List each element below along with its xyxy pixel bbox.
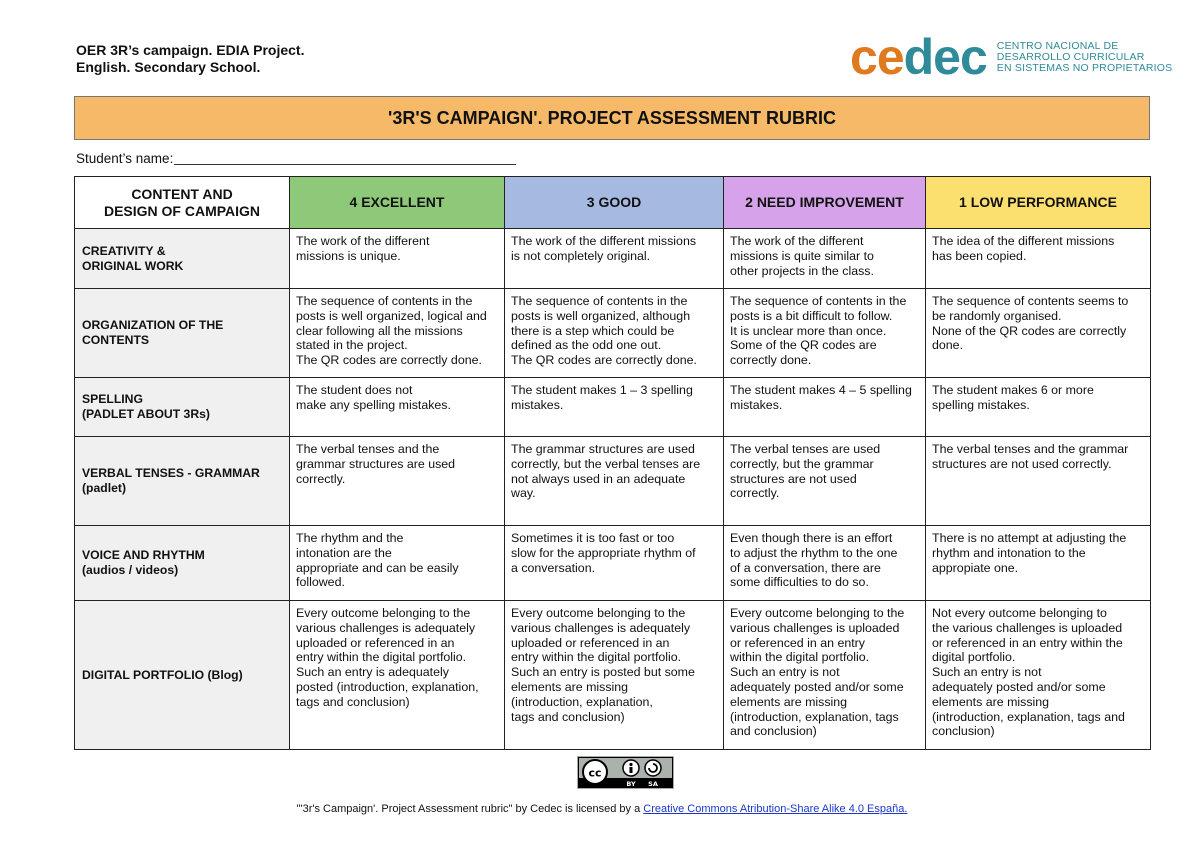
license-link[interactable]: Creative Commons Atribution-Share Alike 4.0 España. — [643, 803, 908, 815]
table-row — [75, 526, 1151, 601]
cc-badge-icon — [578, 757, 673, 788]
criteria-header: CONTENT AND DESIGN OF CAMPAIGN — [75, 177, 290, 229]
svg-text:BY: BY — [626, 780, 636, 788]
table-row — [75, 437, 1151, 526]
cell-excellent: The verbal tenses and the grammar structures are used correctly. — [290, 437, 505, 526]
cell-low-performance: The idea of the different missions has been copied. — [926, 229, 1151, 289]
cell-excellent: The work of the different missions is unique. — [290, 229, 505, 289]
document-header — [76, 42, 304, 76]
cell-excellent: The student does not make any spelling mistakes. — [290, 378, 505, 437]
header-line-1: OER 3R’s campaign. EDIA Project. — [76, 42, 305, 58]
cell-need-improvement: The student makes 4 – 5 spelling mistakes. — [724, 378, 926, 437]
table-row — [75, 378, 1151, 437]
cell-good: Sometimes it is too fast or too slow for the appropriate rhythm of a conversation. — [505, 526, 724, 601]
rubric-title: '3R'S CAMPAIGN'. PROJECT ASSESSMENT RUBRIC — [74, 96, 1150, 140]
cell-good: The work of the different missions is not completely original. — [505, 229, 724, 289]
column-low-performance: 1 LOW PERFORMANCE — [926, 177, 1151, 229]
cell-low-performance: The student makes 6 or more spelling mistakes. — [926, 378, 1151, 437]
license-text: "'3r's Campaign'. Project Assessment rubric" by Cedec is licensed by a — [296, 803, 644, 815]
cell-excellent: Every outcome belonging to the various challenges is adequately uploaded or referenced in an entry within the digital portfolio. Such an entry is adequately posted (introduction, explanation, tags and conclusion) — [290, 601, 505, 750]
student-name-field[interactable] — [76, 151, 516, 166]
student-name-label: Student’s name: — [76, 151, 174, 166]
cc-by-sa-license-badge[interactable] — [577, 756, 674, 789]
criterion-creativity: CREATIVITY & ORIGINAL WORK — [75, 229, 290, 289]
cell-need-improvement: The work of the different missions is quite similar to other projects in the class. — [724, 229, 926, 289]
cell-low-performance: Not every outcome belonging to the various challenges is uploaded or referenced in an entry within the digital portfolio. Such an entry is not adequately posted and/or some elements are missing (introduction, explanation, tags and conclusion) — [926, 601, 1151, 750]
cell-excellent: The rhythm and the intonation are the appropriate and can be easily followed. — [290, 526, 505, 601]
table-row — [75, 601, 1151, 750]
criterion-verbal-tenses: VERBAL TENSES - GRAMMAR (padlet) — [75, 437, 290, 526]
criterion-organization: ORGANIZATION OF THE CONTENTS — [75, 289, 290, 378]
table-row — [75, 289, 1151, 378]
cell-need-improvement: Even though there is an effort to adjust the rhythm to the one of a conversation, there are some difficulties to do so. — [724, 526, 926, 601]
header-line-2: English. Secondary School. — [76, 59, 261, 75]
criterion-spelling: SPELLING (PADLET ABOUT 3Rs) — [75, 378, 290, 437]
column-need-improvement: 2 NEED IMPROVEMENT — [724, 177, 926, 229]
student-name-line[interactable] — [174, 164, 516, 165]
cell-good: The student makes 1 – 3 spelling mistakes. — [505, 378, 724, 437]
cell-good: Every outcome belonging to the various challenges is adequately uploaded or referenced in an entry within the digital portfolio. Such an entry is posted but some elements are missing (introduction, explanation, tags and conclusion) — [505, 601, 724, 750]
column-excellent: 4 EXCELLENT — [290, 177, 505, 229]
cell-good: The grammar structures are used correctly, but the verbal tenses are not always used in an adequate way. — [505, 437, 724, 526]
license-footer — [0, 803, 1204, 815]
cell-low-performance: There is no attempt at adjusting the rhythm and intonation to the appropiate one. — [926, 526, 1151, 601]
cell-need-improvement: Every outcome belonging to the various challenges is uploaded or referenced in an entry within the digital portfolio. Such an entry is not adequately posted and/or some elements are missing (introduction, explanation, tags and conclusion) — [724, 601, 926, 750]
cell-low-performance: The verbal tenses and the grammar structures are not used correctly. — [926, 437, 1151, 526]
table-row — [75, 229, 1151, 289]
logo-subtitle: CENTRO NACIONAL DE DESARROLLO CURRICULAR EN SISTEMAS NO PROPIETARIOS — [996, 39, 1173, 74]
criterion-digital-portfolio: DIGITAL PORTFOLIO (Blog) — [75, 601, 290, 750]
column-good: 3 GOOD — [505, 177, 724, 229]
cell-good: The sequence of contents in the posts is well organized, although there is a step which could be defined as the odd one out. The QR codes are correctly done. — [505, 289, 724, 378]
logo-wordmark: cedec — [850, 29, 987, 85]
svg-text:cc: cc — [588, 766, 602, 780]
cell-need-improvement: The verbal tenses are used correctly, but the grammar structures are not used correctly. — [724, 437, 926, 526]
cell-need-improvement: The sequence of contents in the posts is a bit difficult to follow. It is unclear more than once. Some of the QR codes are correctly done. — [724, 289, 926, 378]
rubric-table — [74, 176, 1151, 750]
svg-text:SA: SA — [648, 780, 658, 788]
cell-excellent: The sequence of contents in the posts is well organized, logical and clear following all the missions stated in the project. The QR codes are correctly done. — [290, 289, 505, 378]
cedec-logo — [850, 29, 1173, 85]
cell-low-performance: The sequence of contents seems to be randomly organised. None of the QR codes are correctly done. — [926, 289, 1151, 378]
criterion-voice-rhythm: VOICE AND RHYTHM (audios / videos) — [75, 526, 290, 601]
